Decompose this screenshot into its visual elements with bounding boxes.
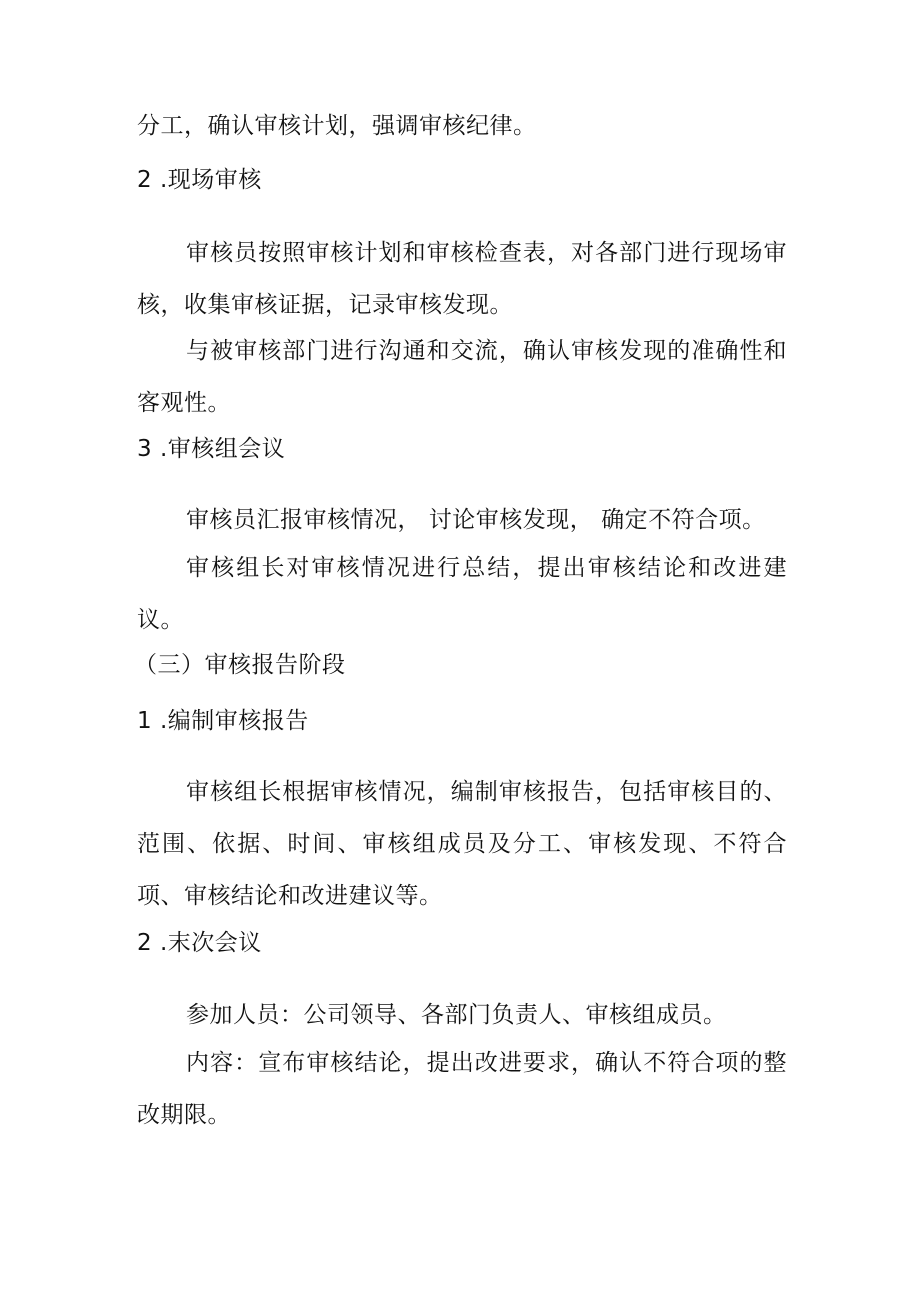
paragraph-onsite-audit-2: 与被审核部门进行沟通和交流，确认审核发现的准确性和客观性。 bbox=[137, 338, 787, 416]
paragraph-closing-attendees: 参加人员：公司领导、各部门负责人、审核组成员。 bbox=[186, 1002, 727, 1028]
heading-team-meeting: 3 .审核组会议 bbox=[137, 436, 286, 462]
paragraph-onsite-audit-1: 审核员按照审核计划和审核检查表，对各部门进行现场审核，收集审核证据，记录审核发现。 bbox=[137, 240, 787, 318]
paragraph-closing-content: 内容：宣布审核结论，提出改进要求，确认不符合项的整改期限。 bbox=[137, 1050, 787, 1128]
paragraph-team-meeting-2: 审核组长对审核情况进行总结，提出审核结论和改进建议。 bbox=[137, 555, 787, 633]
heading-closing-meeting: 2 .末次会议 bbox=[137, 930, 262, 956]
heading-compile-report: 1 .编制审核报告 bbox=[137, 708, 309, 734]
paragraph-team-meeting-1: 审核员汇报审核情况， 讨论审核发现， 确定不符合项。 bbox=[186, 507, 766, 533]
heading-report-stage: （三）审核报告阶段 bbox=[134, 652, 346, 678]
paragraph-compile-report: 审核组长根据审核情况，编制审核报告，包括审核目的、范围、依据、时间、审核组成员及分工、审核发现、不符合项、审核结论和改进建议等。 bbox=[137, 779, 787, 909]
paragraph-continuation: 分工，确认审核计划，强调审核纪律。 bbox=[137, 113, 537, 139]
heading-onsite-audit: 2 .现场审核 bbox=[137, 167, 262, 193]
